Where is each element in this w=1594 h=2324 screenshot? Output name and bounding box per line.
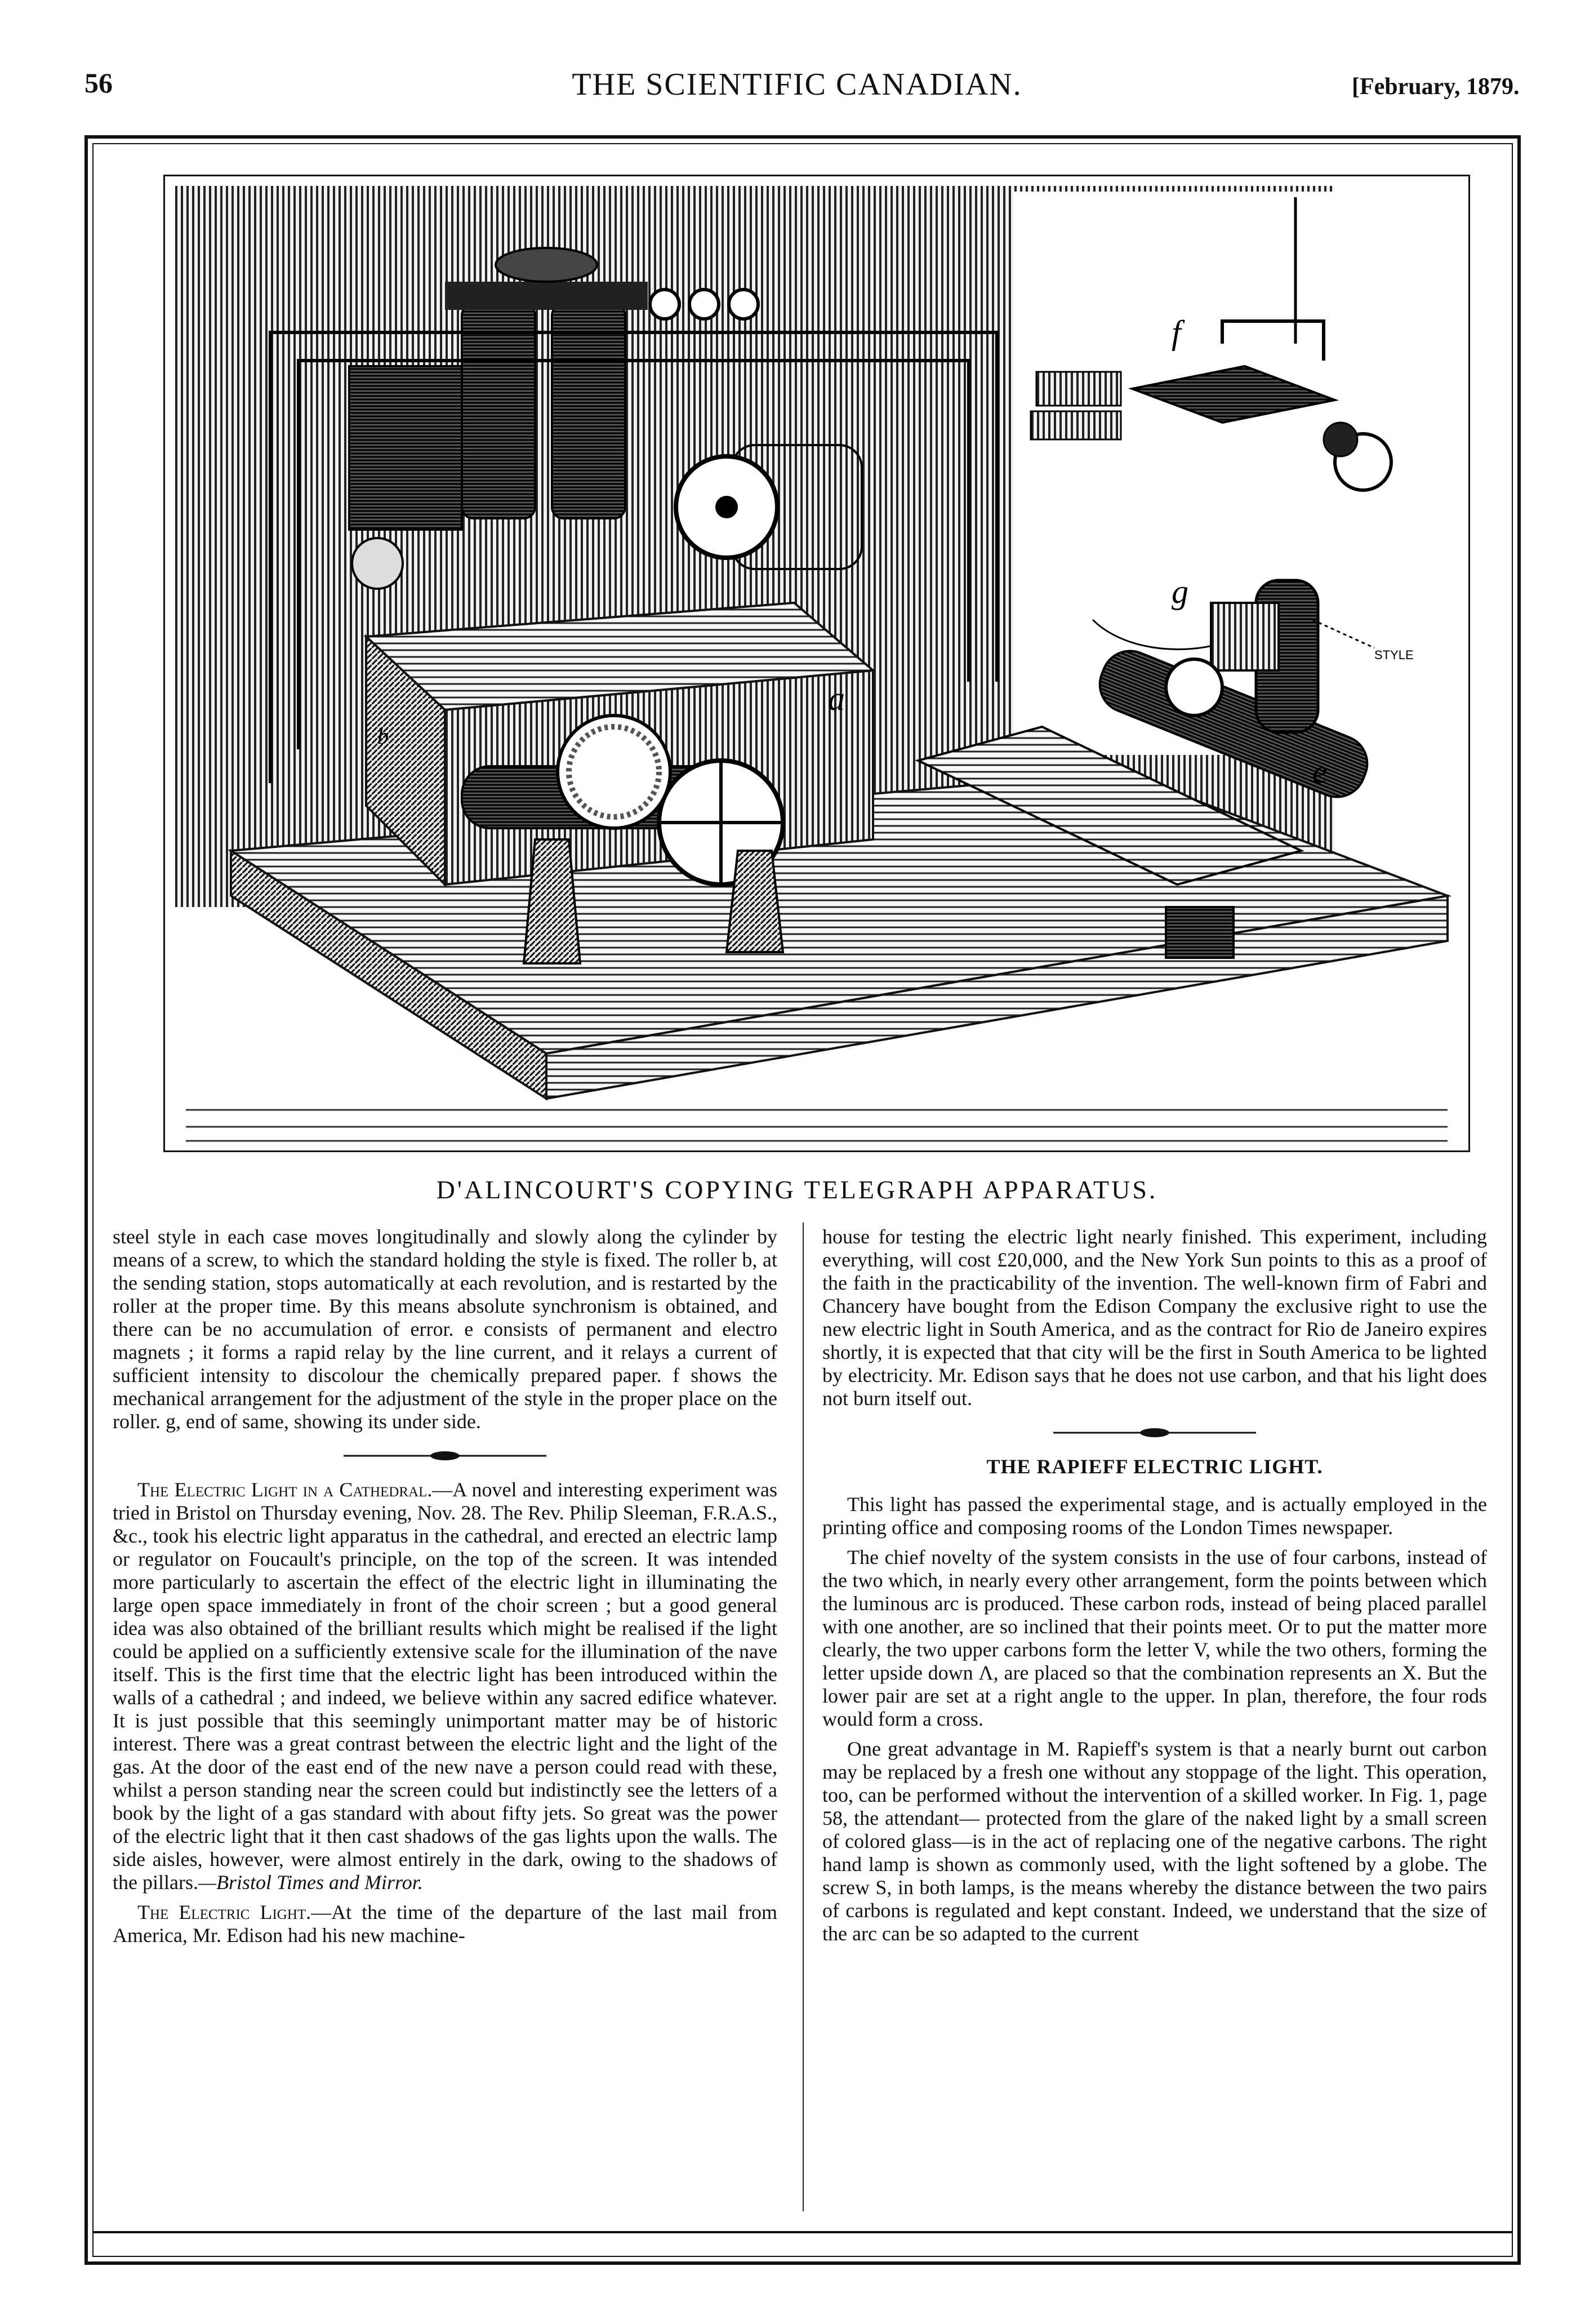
rapieff-novelty: The chief novelty of the system consists in the use of four carbons, instead of the two which, in nearly every other arrangement, form the points between which the luminous arc is produced. These carbon rods, instead of being placed parallel with one another, are so inclined that their points meet. Or to put the matter more clearly, the two upper carbons form the letter V, while the two others, forming the letter upside down Λ, are placed so that the combination represents an X. But the lower pair are set at a right angle to the upper. In plan, therefore, the four rods would form a cross. xyxy=(822,1546,1487,1730)
label-b: b xyxy=(377,723,389,749)
ornamental-divider-left xyxy=(344,1450,546,1461)
figure-caption: D'ALINCOURT'S COPYING TELEGRAPH APPARATUS. xyxy=(436,1175,1158,1204)
bottom-rule xyxy=(92,2231,1513,2233)
electromagnet-coil-right xyxy=(552,304,625,518)
edison-article-body: —At the time of the departure of the last mail from America, Mr. Edison had his new machine- xyxy=(113,1901,777,1947)
issue-date: [February, 1879. xyxy=(1352,74,1520,100)
page-number: 56 xyxy=(84,67,113,99)
cathedral-article-body: —A novel and interesting experiment was tried in Bristol on Thursday evening, Nov. 28. The Rev. Philip Sleeman, F.R.A.S., &c., took his electric light apparatus in the cathedral, and erected an electric lamp or regulator on Foucault's principle, on the top of the screen. It was intended more particularly to ascertain the effect of the electric light in illuminating the large open space immediately in front of the choir screen ; but a good general idea was also obtained of the brilliant results which might be realised if the light could be applied on a sufficiently extensive scale for the illumination of the nave itself. This is the first time that the electric light has been introduced within the walls of a cathedral ; and indeed, we believe within any sacred edifice whatever. It is just possible that this seemingly unimportant matter may be of historic interest. There was a great contrast between the electric light and the light of the gas. At the door of the east end of the new nave a person could read with these, whilst a person standing near the screen could but indistinctly see the letters of a book by the light of a gas standard with about fifty jets. So great was the power of the electric light that it then cast shadows of the gas lights upon the walls. The side aisles, however, were almost entirely in the dark, owing to the shadows of the pillars. xyxy=(113,1478,777,1894)
telegraph-apparatus-illustration xyxy=(163,175,1470,1152)
edison-article-continued: house for testing the electric light nearly finished. This experiment, including everything, will cost £20,000, and the New York Sun points to this as a proof of the faith in the practicability of the invention. The well-known firm of Fabri and Chancery have bought from the Edison Company the exclusive right to use the new electric light in South America, and as the contract for Rio de Janeiro expires shortly, it is expected that that city will be the first in South America to be lighted by electricity. Mr. Edison says that he does not use carbon, and that his light does not burn itself out. xyxy=(822,1225,1487,1410)
label-f: f xyxy=(1172,314,1181,351)
right-column xyxy=(822,1225,1487,1952)
edison-article-heading: The Electric Light. xyxy=(137,1901,311,1923)
ornamental-divider-right xyxy=(1053,1427,1256,1438)
page-header xyxy=(0,0,1594,113)
column-rule xyxy=(803,1223,804,2211)
label-e: e xyxy=(1312,753,1328,790)
rapieff-intro: This light has passed the experimental stage, and is actually employed in the printing office and composing rooms of the London Times newspaper. xyxy=(822,1493,1487,1539)
publication-title: THE SCIENTIFIC CANADIAN. xyxy=(572,67,1022,102)
label-style: STYLE xyxy=(1374,648,1414,662)
cathedral-article xyxy=(113,1478,777,1894)
cathedral-article-source: —Bristol Times and Mirror. xyxy=(198,1871,423,1894)
rapieff-section-title: THE RAPIEFF ELECTRIC LIGHT. xyxy=(986,1455,1323,1478)
label-g: g xyxy=(1172,573,1188,610)
apparatus-description: steel style in each case moves longitudinally and slowly along the cylinder by means of a screw, to which the standard holding the style is fixed. The roller b, at the sending station, stops automatically at each revolution, and is restarted by the roller at the proper time. By this means absolute synchronism is obtained, and there can be no accumulation of error. e consists of permanent and electro magnets ; it forms a rapid relay by the line current, and it relays a current of sufficient intensity to discolour the chemically prepared paper. f shows the mechanical arrangement for the adjustment of the style in the proper place on the roller. g, end of same, showing its under side. xyxy=(113,1225,777,1433)
electromagnet-coil-left xyxy=(462,304,535,518)
cathedral-article-heading: The Electric Light in a Cathedral. xyxy=(137,1478,433,1501)
left-column xyxy=(113,1225,777,1954)
label-a: a xyxy=(828,680,845,717)
edison-article xyxy=(113,1901,777,1947)
rapieff-advantage: One great advantage in M. Rapieff's system is that a nearly burnt out carbon may be replaced by a fresh one without any stoppage of the light. This operation, too, can be performed without the intervention of a skilled worker. In Fig. 1, page 58, the attendant— protected from the glare of the naked light by a small screen of colored glass—is in the act of replacing one of the negative carbons. The right hand lamp is shown as commonly used, with the light softened by a globe. The screw S, in both lamps, is the means whereby the distance between the two pairs of carbons is regulated and kept constant. Indeed, we understand that the size of the arc can be so adapted to the current xyxy=(822,1738,1487,1945)
